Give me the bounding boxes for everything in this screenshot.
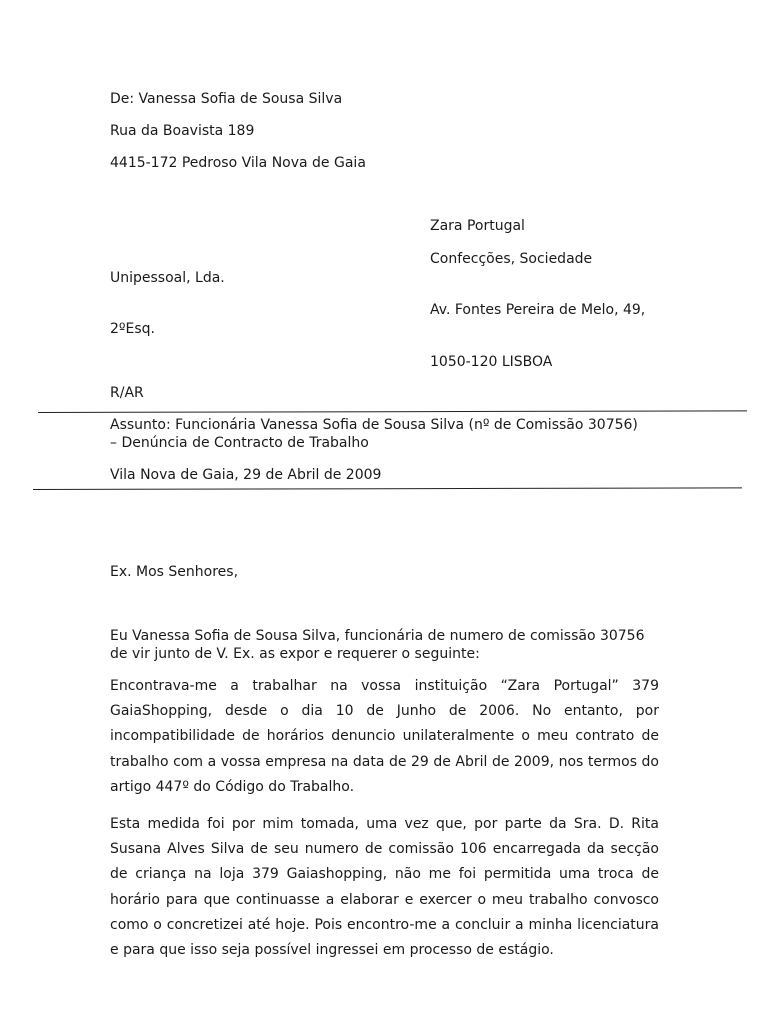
subject-line-2: – Denúncia de Contracto de Trabalho: [110, 435, 369, 451]
delivery-mode: R/AR: [110, 385, 144, 401]
intro-line-2: de vir junto de V. Ex. as expor e requerer o seguinte:: [110, 646, 480, 662]
sender-street: Rua da Boavista 189: [110, 123, 255, 139]
recipient-company-line2: Confecções, Sociedade: [430, 251, 593, 267]
intro-line-1: Eu Vanessa Sofia de Sousa Silva, funcionária de numero de comissão 30756: [110, 628, 645, 644]
recipient-address: Av. Fontes Pereira de Melo, 49,: [430, 302, 646, 318]
subject-line-1: Assunto: Funcionária Vanessa Sofia de Sousa Silva (nº de Comissão 30756): [110, 417, 638, 433]
recipient-company-line3: Unipessoal, Lda.: [110, 270, 225, 286]
top-divider: [38, 410, 747, 413]
salutation: Ex. Mos Senhores,: [110, 564, 239, 580]
recipient-company: Zara Portugal: [430, 218, 525, 234]
letter-date: Vila Nova de Gaia, 29 de Abril de 2009: [110, 467, 382, 483]
recipient-postcode: 1050-120 LISBOA: [430, 354, 553, 370]
recipient-address-floor: 2ºEsq.: [110, 321, 155, 337]
sender-name: De: Vanessa Sofia de Sousa Silva: [110, 91, 343, 107]
bottom-divider: [33, 487, 742, 490]
body-paragraph-2: Esta medida foi por mim tomada, uma vez que, por parte da Sra. D. Rita Susana Alves Silva de seu numero de comissão 106 encarregada da secção de criança na loja 379 Gaiashopping, não me foi permitida uma troca de horário para que continuasse a elaborar e exercer o meu trabalho convosco como o concretizei até hoje. Pois encontro-me a concluir a minha licenciatura e para que isso seja possível ingressei em processo de estágio.: [110, 816, 659, 959]
body-paragraph-1: Encontrava-me a trabalhar na vossa instituição “Zara Portugal” 379 GaiaShopping, desde o dia 10 de Junho de 2006. No entanto, por incompatibilidade de horários denuncio unilateralmente o meu contrato de trabalho com a vossa empresa na data de 29 de Abril de 2009, nos termos do artigo 447º do Código do Trabalho.: [110, 678, 659, 795]
sender-city: 4415-172 Pedroso Vila Nova de Gaia: [110, 155, 366, 171]
